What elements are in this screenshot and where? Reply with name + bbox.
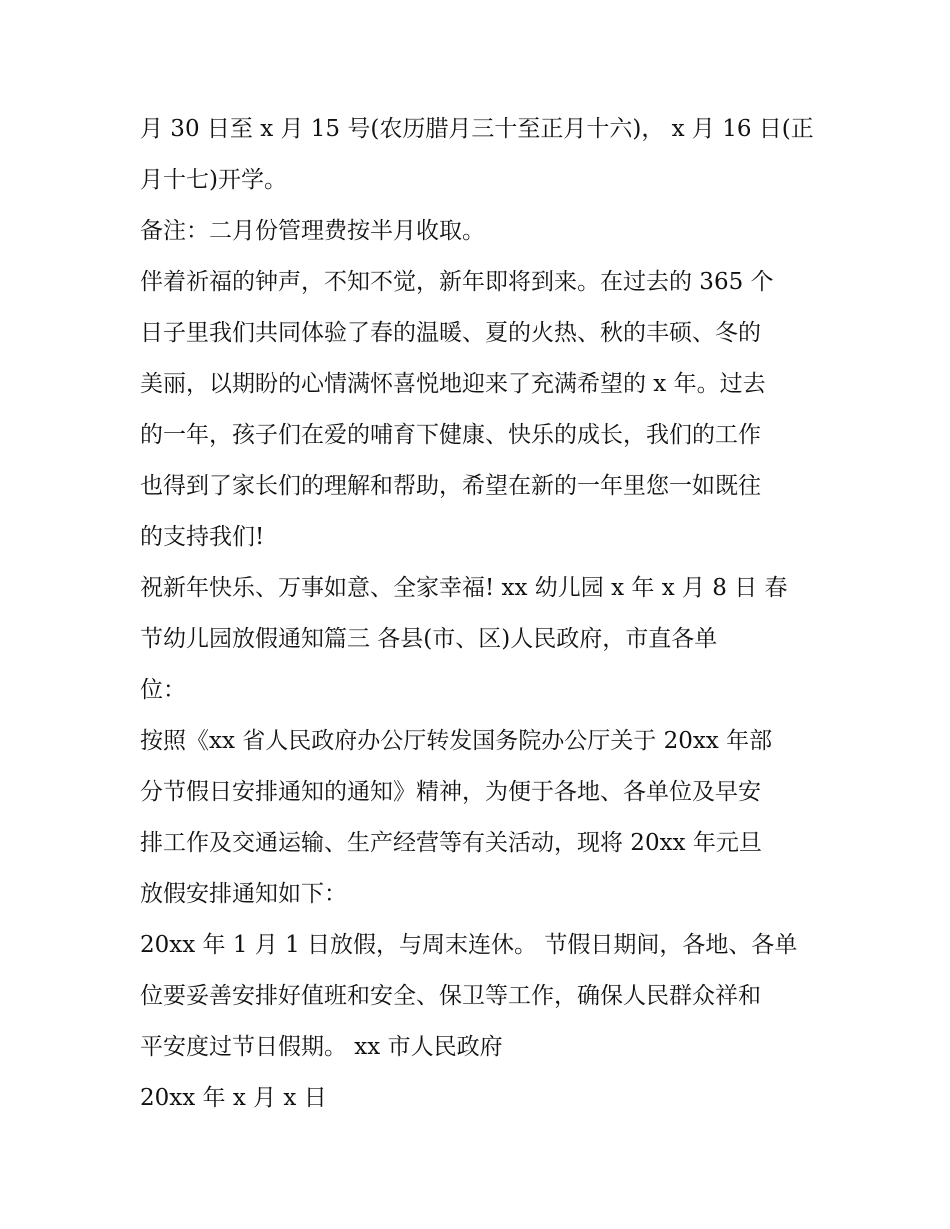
- text-line-9: 的支持我们!: [140, 524, 265, 550]
- text-line-6: 美丽，以期盼的心情满怀喜悦地迎来了充满希望的 x 年。过去: [140, 371, 766, 397]
- text-line-3: 备注：二月份管理费按半月收取。: [140, 218, 485, 244]
- text-line-19: 平安度过节日假期。 xx 市人民政府: [140, 1034, 503, 1060]
- text-line-8: 也得到了家长们的理解和帮助，希望在新的一年里您一如既往: [140, 473, 761, 499]
- text-line-7: 的一年，孩子们在爱的哺育下健康、快乐的成长，我们的工作: [140, 422, 761, 448]
- text-line-11: 节幼儿园放假通知篇三 各县(市、区)人民政府，市直各单: [140, 626, 718, 652]
- text-line-5: 日子里我们共同体验了春的温暖、夏的火热、秋的丰硕、冬的: [140, 320, 761, 346]
- text-line-16: 放假安排通知如下：: [140, 881, 347, 907]
- text-line-4: 伴着祈福的钟声，不知不觉，新年即将到来。在过去的 365 个: [140, 269, 774, 295]
- text-line-10: 祝新年快乐、万事如意、全家幸福! xx 幼儿园 x 年 x 月 8 日 春: [140, 575, 788, 601]
- text-line-20: 20xx 年 x 月 x 日: [140, 1085, 327, 1111]
- document-body: [140, 104, 820, 1124]
- text-line-13: 按照《xx 省人民政府办公厅转发国务院办公厅关于 20xx 年部: [140, 728, 773, 754]
- text-line-14: 分节假日安排通知的通知》精神，为便于各地、各单位及早安: [140, 779, 761, 805]
- text-line-15: 排工作及交通运输、生产经营等有关活动，现将 20xx 年元旦: [140, 830, 762, 856]
- text-line-2: 月十七)开学。: [140, 167, 287, 193]
- text-line-18: 位要妥善安排好值班和安全、保卫等工作，确保人民群众祥和: [140, 983, 761, 1009]
- text-line-12: 位：: [140, 677, 186, 703]
- text-line-17: 20xx 年 1 月 1 日放假，与周末连休。 节假日期间，各地、各单: [140, 932, 798, 958]
- text-line-1: 月 30 日至 x 月 15 号(农历腊月三十至正月十六)， x 月 16 日(正: [140, 116, 814, 142]
